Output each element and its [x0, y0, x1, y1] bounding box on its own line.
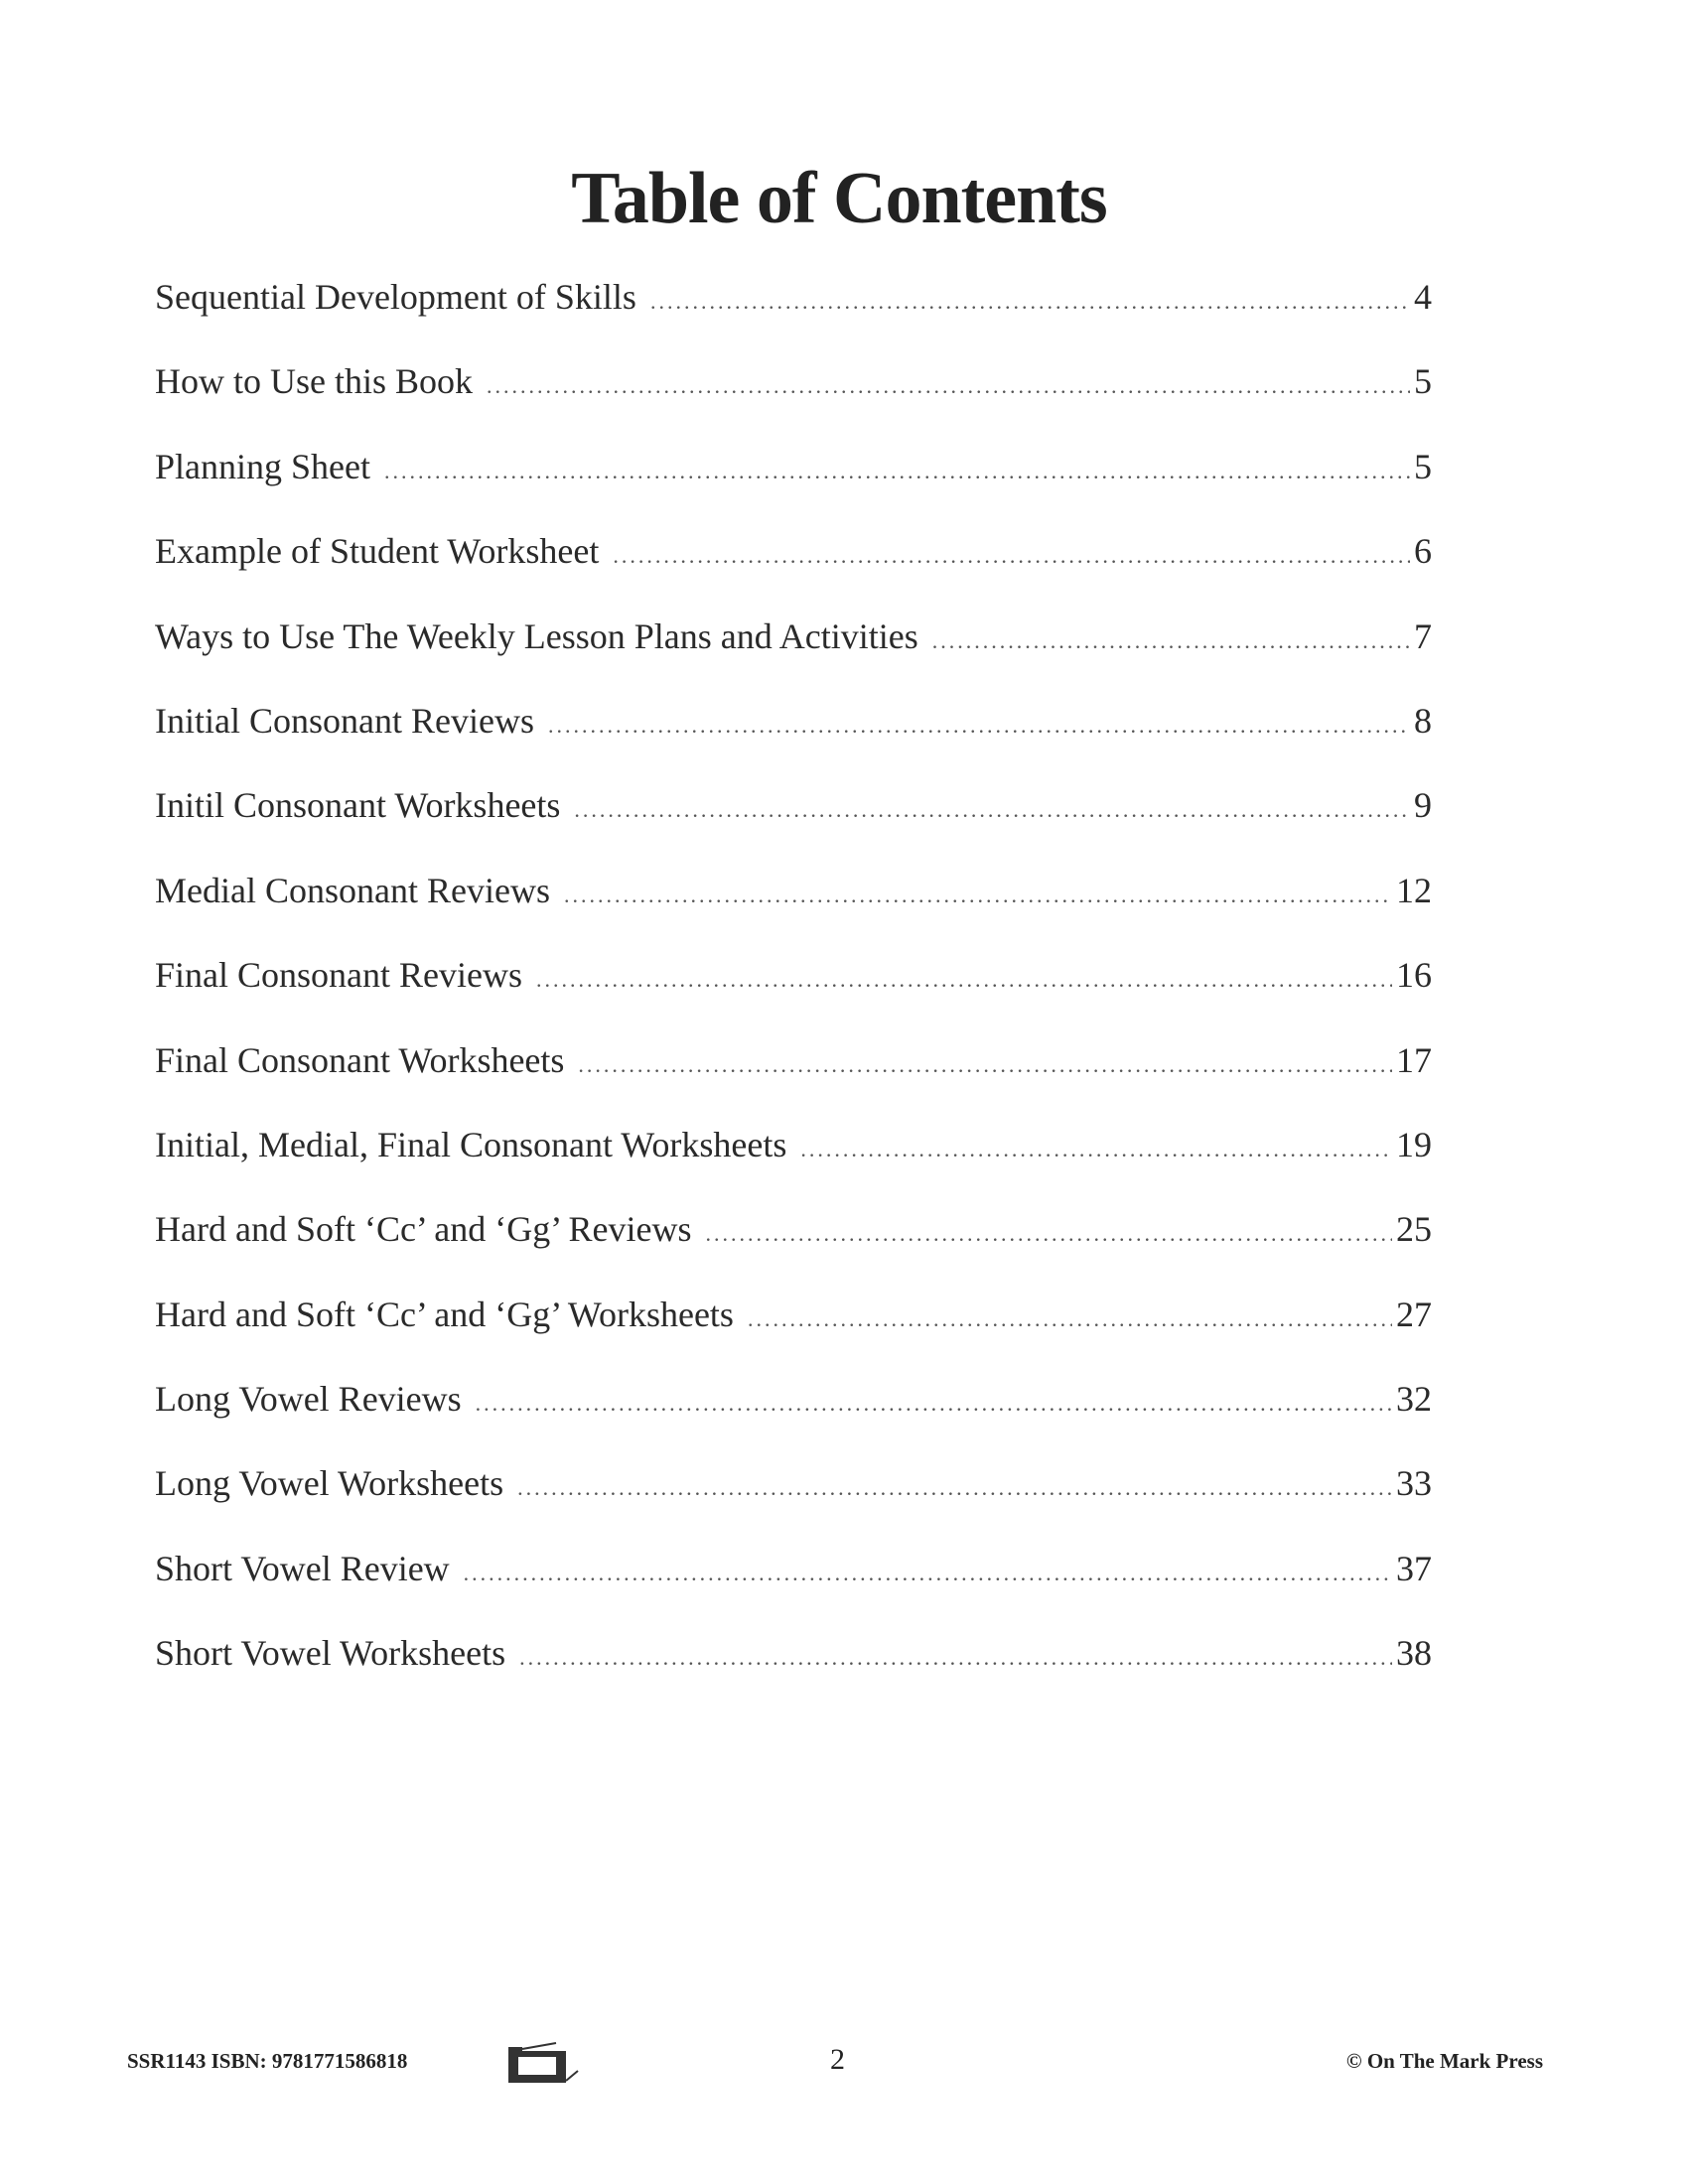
toc-entry — [155, 954, 1432, 1038]
toc-entry-page: 16 — [1396, 955, 1432, 996]
toc-entry-page: 19 — [1396, 1124, 1432, 1164]
toc-entry-label: How to Use this Book — [155, 361, 474, 402]
toc-entry — [155, 1124, 1432, 1208]
toc-entry-label: Planning Sheet — [155, 446, 370, 486]
toc-entry-label: Initil Consonant Worksheets — [155, 785, 561, 826]
toc-entry-page: 17 — [1396, 1039, 1432, 1080]
dot-leader — [536, 967, 1392, 993]
toc-entry-page: 33 — [1396, 1463, 1432, 1504]
toc-entry-label: Long Vowel Worksheets — [155, 1463, 504, 1504]
dot-leader — [613, 543, 1410, 569]
toc-entry-label: Final Consonant Worksheets — [155, 1039, 565, 1080]
toc-entry — [155, 360, 1432, 445]
dot-leader — [464, 1561, 1392, 1586]
toc-entry-label: Final Consonant Reviews — [155, 955, 522, 996]
toc-entry-page: 5 — [1414, 446, 1432, 486]
toc-entry-label: Short Vowel Worksheets — [155, 1633, 506, 1674]
toc-entry — [155, 1632, 1432, 1716]
toc-entry-label: Example of Student Worksheet — [155, 531, 600, 572]
toc-entry-page: 32 — [1396, 1379, 1432, 1420]
toc-entry-label: Initial Consonant Reviews — [155, 700, 534, 741]
toc-entry-page: 27 — [1396, 1294, 1432, 1334]
toc-entry-label: Hard and Soft ‘Cc’ and ‘Gg’ Worksheets — [155, 1294, 734, 1334]
dot-leader — [748, 1306, 1392, 1332]
toc-entry-page: 38 — [1396, 1633, 1432, 1674]
toc-entry-page: 37 — [1396, 1548, 1432, 1588]
toc-entry — [155, 700, 1432, 784]
toc-entry — [155, 530, 1432, 614]
toc-entry — [155, 1462, 1432, 1547]
toc-entry-page: 6 — [1414, 531, 1432, 572]
dot-leader — [519, 1645, 1392, 1671]
dot-leader — [487, 373, 1410, 399]
table-of-contents — [155, 276, 1432, 1717]
toc-entry-label: Medial Consonant Reviews — [155, 870, 550, 910]
toc-entry — [155, 446, 1432, 530]
toc-entry-label: Hard and Soft ‘Cc’ and ‘Gg’ Reviews — [155, 1209, 692, 1250]
product-code-isbn: SSR1143 ISBN: 9781771586818 — [127, 2049, 408, 2073]
toc-entry — [155, 1039, 1432, 1124]
toc-entry-page: 5 — [1414, 361, 1432, 402]
toc-entry — [155, 615, 1432, 700]
dot-leader — [574, 797, 1410, 823]
toc-entry-page: 4 — [1414, 277, 1432, 317]
book-logo-icon — [506, 2041, 606, 2091]
dot-leader — [932, 628, 1410, 654]
toc-entry — [155, 1294, 1432, 1378]
toc-entry-page: 12 — [1396, 870, 1432, 910]
toc-entry — [155, 1548, 1432, 1632]
toc-entry-label: Ways to Use The Weekly Lesson Plans and Activities — [155, 615, 918, 656]
page-number: 2 — [830, 2043, 845, 2076]
copyright: © On The Mark Press — [1345, 2049, 1543, 2073]
dot-leader — [706, 1221, 1392, 1247]
page-footer — [0, 2041, 1688, 2081]
toc-entry-page: 7 — [1414, 615, 1432, 656]
dot-leader — [650, 289, 1410, 315]
toc-entry — [155, 1208, 1432, 1293]
toc-entry-label: Short Vowel Review — [155, 1548, 450, 1588]
toc-entry-page: 25 — [1396, 1209, 1432, 1250]
toc-entry-label: Long Vowel Reviews — [155, 1379, 462, 1420]
dot-leader — [564, 883, 1392, 908]
toc-entry-label: Sequential Development of Skills — [155, 277, 636, 317]
toc-entry-page: 8 — [1414, 700, 1432, 741]
dot-leader — [476, 1391, 1392, 1417]
toc-entry-page: 9 — [1414, 785, 1432, 826]
toc-entry — [155, 784, 1432, 869]
toc-entry-label: Initial, Medial, Final Consonant Worksheets — [155, 1124, 787, 1164]
toc-entry — [155, 276, 1432, 360]
dot-leader — [578, 1052, 1392, 1078]
toc-entry — [155, 1378, 1432, 1462]
dot-leader — [517, 1475, 1392, 1501]
page-title: Table of Contents — [571, 157, 1107, 239]
toc-entry — [155, 870, 1432, 954]
dot-leader — [384, 459, 1410, 484]
dot-leader — [548, 713, 1410, 739]
dot-leader — [800, 1137, 1392, 1162]
